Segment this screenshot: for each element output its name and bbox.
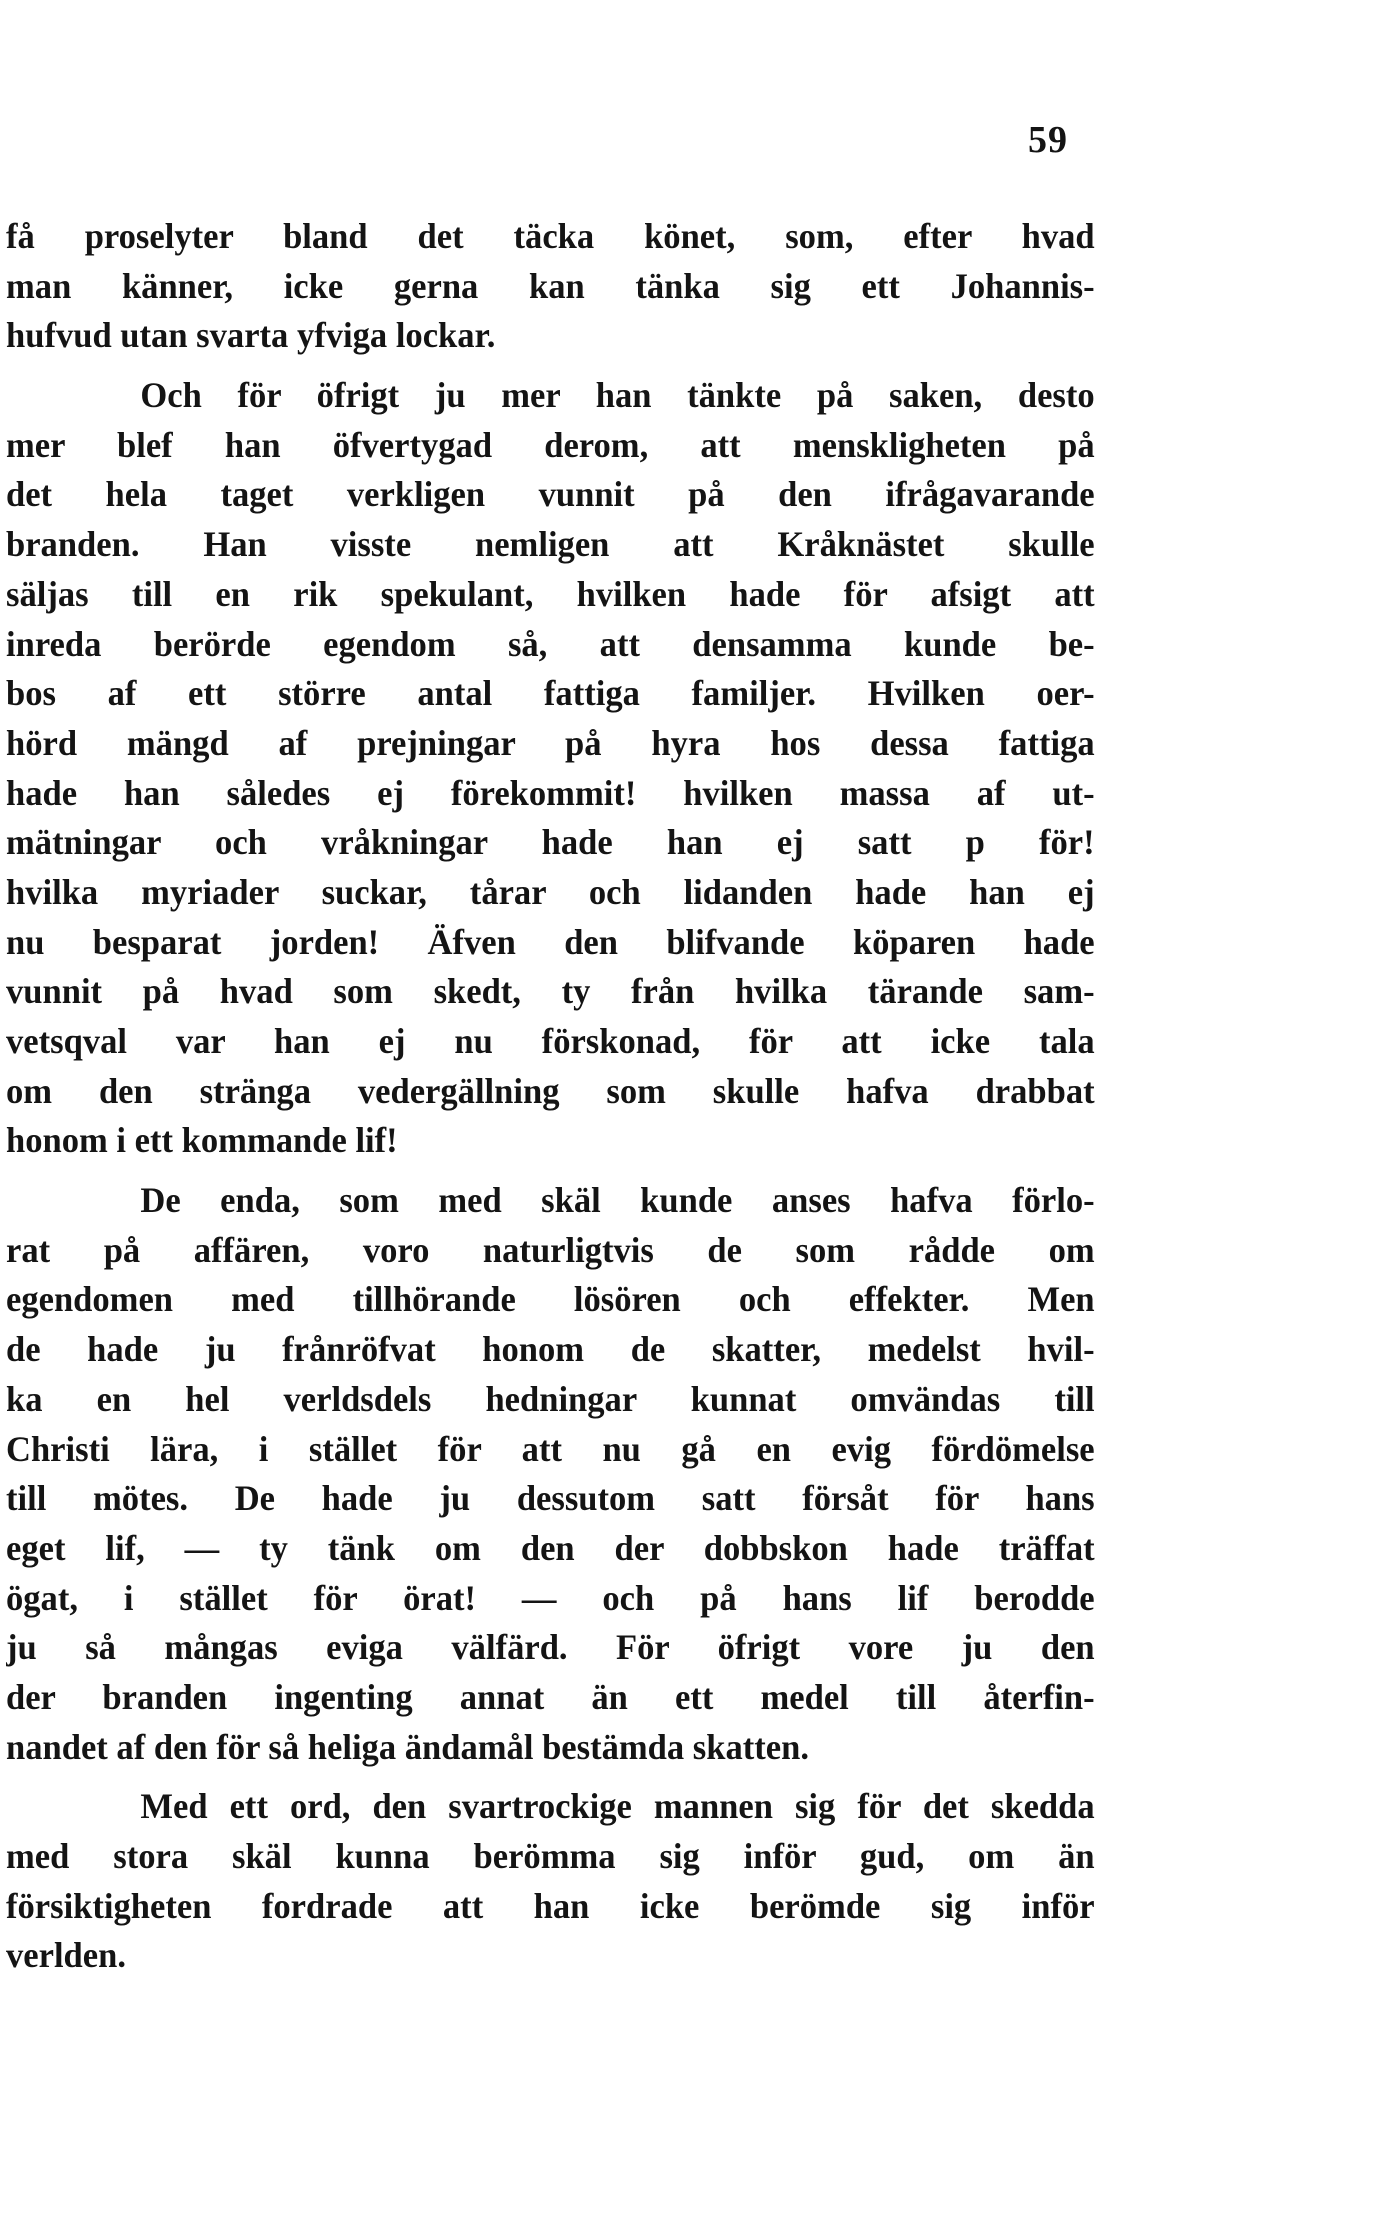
text-line: till mötes. De hade ju dessutom satt försåt för hans — [6, 1478, 1095, 1519]
text-line: Och för öfrigt ju mer han tänkte på saken, desto — [140, 375, 1095, 416]
text-line: vetsqval var han ej nu förskonad, för att icke tala — [6, 1021, 1095, 1061]
page-number: 59 — [1028, 119, 1068, 161]
text-line: med stora skäl kunna berömma sig inför gud, om än — [6, 1836, 1095, 1876]
text-line: eget lif, — ty tänk om den der dobbskon hade träffat — [6, 1527, 1095, 1568]
text-line: vunnit på hvad som skedt, ty från hvilka tärande sam- — [6, 971, 1095, 1012]
text-line: få proselyter bland det täcka könet, som, efter hvad — [6, 216, 1095, 256]
paragraph — [6, 1782, 1140, 1981]
text-line: verlden. — [6, 1935, 126, 1976]
text-line: försiktigheten fordrade att han icke berömde sig inför — [6, 1885, 1095, 1926]
text-line: der branden ingenting annat än ett medel till återfin- — [6, 1676, 1095, 1717]
text-line: hvilka myriader suckar, tårar och lidanden hade han ej — [6, 871, 1095, 912]
text-line: De enda, som med skäl kunde anses hafva förlo- — [140, 1180, 1095, 1221]
text-line: om den stränga vedergällning som skulle hafva drabbat — [6, 1070, 1095, 1111]
text-line: ju så mångas eviga välfärd. För öfrigt vore ju den — [6, 1627, 1095, 1668]
paragraph — [6, 371, 1140, 1166]
body-text — [6, 212, 1140, 1981]
text-line: man känner, icke gerna kan tänka sig ett Johannis- — [6, 265, 1095, 306]
text-line: mätningar och vråkningar hade han ej satt p för! — [6, 822, 1095, 863]
text-line: hörd mängd af prejningar på hyra hos dessa fattiga — [6, 722, 1095, 763]
text-line: honom i ett kommande lif! — [6, 1120, 398, 1161]
text-line: nandet af den för så heliga ändamål bestämda skatten. — [6, 1726, 809, 1767]
text-line: hade han således ej förekommit! hvilken massa af ut- — [6, 772, 1095, 813]
text-line: det hela taget verkligen vunnit på den ifrågavarande — [6, 474, 1095, 515]
text-line: branden. Han visste nemligen att Kråknästet skulle — [6, 524, 1095, 565]
text-line: egendomen med tillhörande lösören och effekter. Men — [6, 1279, 1095, 1320]
text-line: ögat, i stället för örat! — och på hans lif berodde — [6, 1577, 1095, 1618]
text-line: de hade ju frånröfvat honom de skatter, medelst hvil- — [6, 1329, 1095, 1370]
text-line: inreda berörde egendom så, att densamma kunde be- — [6, 623, 1095, 664]
text-line: hufvud utan svarta yfviga lockar. — [6, 315, 496, 356]
text-line: rat på affären, voro naturligtvis de som rådde om — [6, 1229, 1095, 1270]
paragraph — [6, 212, 1140, 361]
text-line: ka en hel verldsdels hedningar kunnat omvändas till — [6, 1378, 1095, 1419]
text-line: Med ett ord, den svartrockige mannen sig för det skedda — [140, 1786, 1095, 1827]
text-line: bos af ett större antal fattiga familjer. Hvilken oer- — [6, 673, 1095, 714]
text-line: nu besparat jorden! Äfven den blifvande köparen hade — [6, 921, 1095, 962]
text-line: Christi lära, i stället för att nu gå en evig fördömelse — [6, 1428, 1095, 1469]
text-line: säljas till en rik spekulant, hvilken hade för afsigt att — [6, 573, 1095, 614]
text-line: mer blef han öfvertygad derom, att menskligheten på — [6, 424, 1095, 465]
paragraph — [6, 1176, 1140, 1772]
